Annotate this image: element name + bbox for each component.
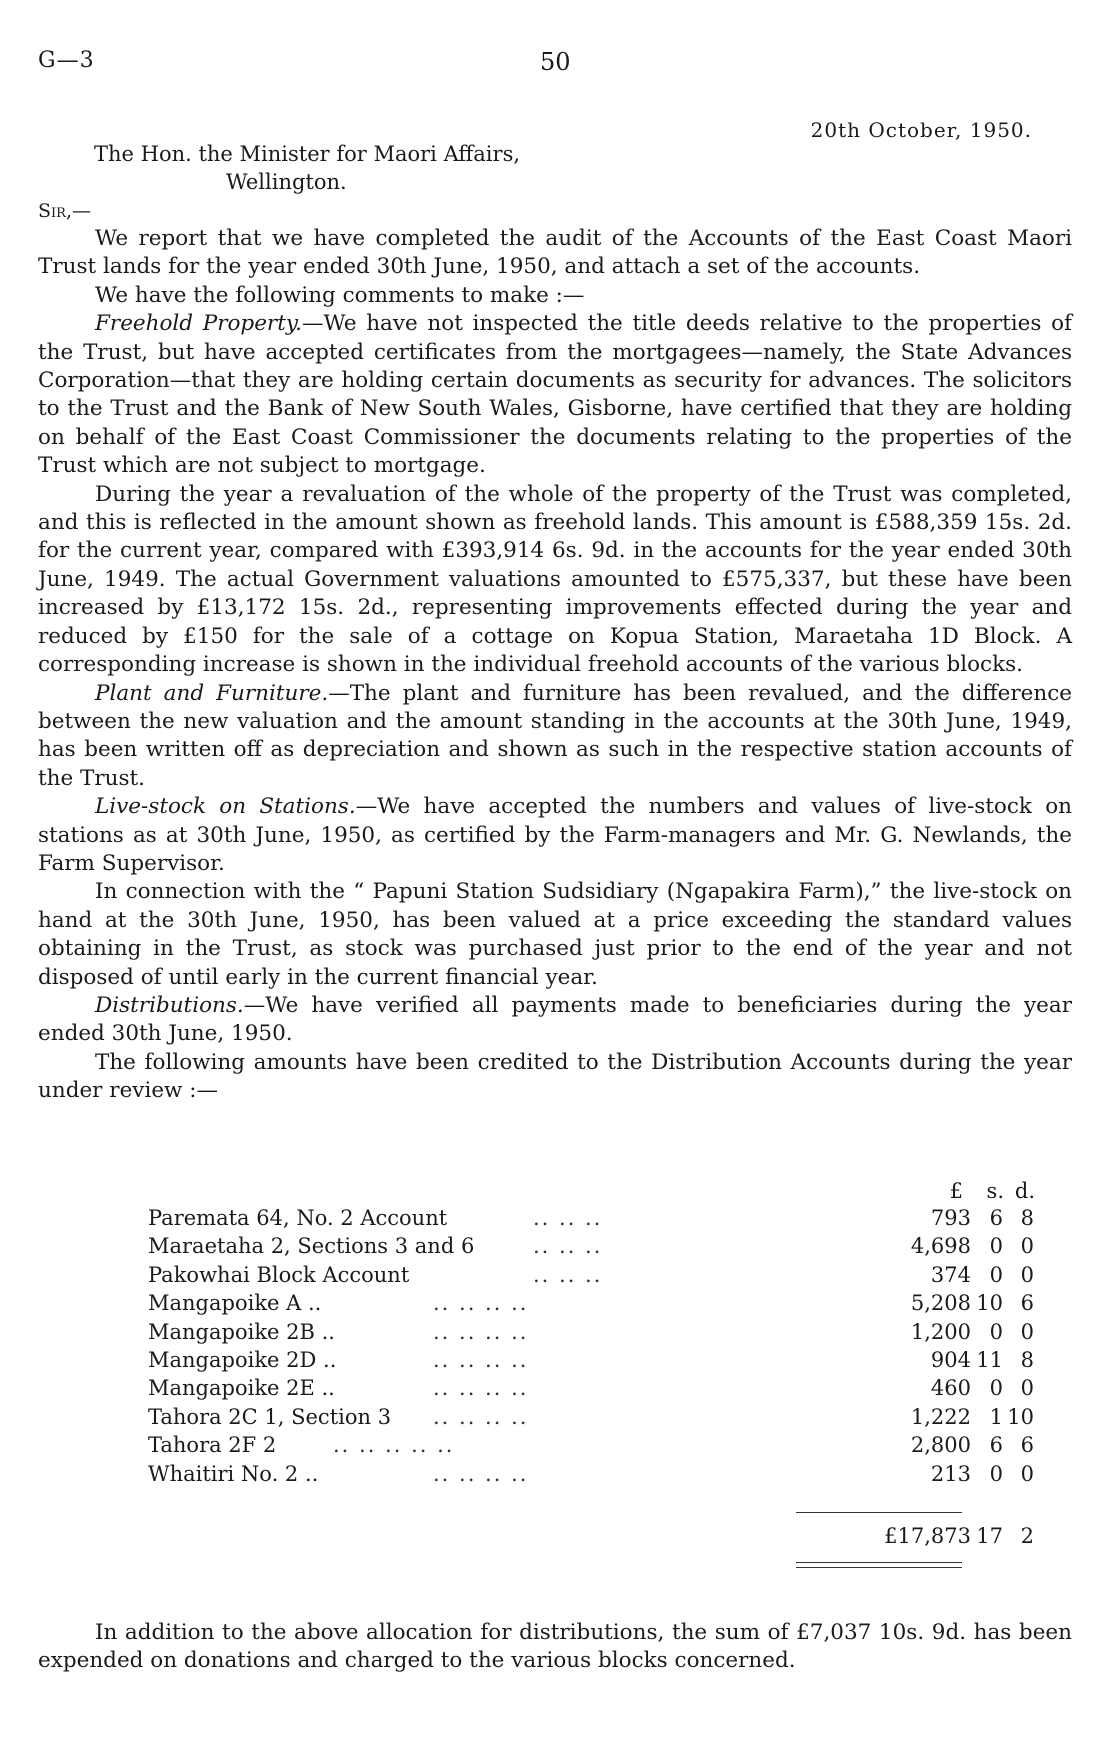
amount-pounds: 904 (930, 1348, 971, 1372)
total-rule-lower (796, 1567, 962, 1568)
text-live-stock: —We have accepted the numbers and values of live-stock on stations as at 30th June, 1950, as certified by the Farm-managers and Mr. G. Newlands, the Farm Supervisor. (38, 794, 1073, 876)
body-text-upper (38, 225, 1072, 1106)
addressee-line-1: The Hon. the Minister for Maori Affairs, (94, 142, 521, 166)
paragraph-live-stock (38, 793, 1072, 878)
amount-shillings: 10 (976, 1291, 1003, 1316)
amount-pence: 6 (1020, 1291, 1034, 1316)
leader-dots: .. .. .. (533, 1206, 603, 1230)
paragraph-donations: In addition to the above allocation for distributions, the sum of £7,037 10s. 9d. has been expended on donations and charged to the various blocks concerned. (38, 1620, 1072, 1674)
table-row (0, 1263, 1114, 1291)
amount-pounds: 1,222 (910, 1404, 971, 1429)
paragraph-audit-report: We report that we have completed the audit of the Accounts of the East Coast Maori Trust lands for the year ended 30th June, 1950, and attach a set of the accounts. (38, 226, 1072, 280)
paragraph-plant-furniture (38, 680, 1072, 794)
account-name: Maraetaha 2, Sections 3 and 6 (148, 1234, 475, 1259)
column-header-pence: d. (1014, 1179, 1035, 1203)
paragraph-freehold-property (38, 310, 1072, 480)
account-name: Mangapoike 2D .. (148, 1348, 337, 1372)
heading-live-stock: Live-stock on Stations. (95, 794, 356, 820)
table-row (0, 1405, 1114, 1433)
addressee-line-2: Wellington. (226, 170, 347, 194)
total-pence: 2 (1020, 1524, 1034, 1548)
paragraph-papuni-station: In connection with the “ Papuni Station Sudsidiary (Ngapakira Farm),” the live-stock on hand at the 30th June, 1950, has been valued at a price exceeding the standard values obtaining in the Trust, as stock was purchased just prior to the end of the year and not disposed of until early in the current financial year. (38, 879, 1072, 990)
amount-pounds: 460 (930, 1376, 971, 1401)
text-distributions: —We have verified all payments made to beneficiaries during the year ended 30th June, 1950. (38, 992, 1072, 1047)
amount-pence: 8 (1020, 1348, 1034, 1372)
amount-shillings: 0 (989, 1461, 1003, 1486)
text-freehold-property: —We have not inspected the title deeds relative to the properties of the Trust, but have accepted certificates from the mortgagees—namely, the State Advances Corporation—that they are holding certain documents as security for advances. The solicitors to the Trust and the Bank of New South Wales, Gisborne, have certified that they are holding on behalf of the East Coast Commissioner the documents relating to the properties of the Trust which are not subject to mortgage. (38, 311, 1073, 479)
paragraph-revaluation: During the year a revaluation of the whole of the property of the Trust was completed, and this is reflected in the amount shown as freehold lands. This amount is £588,359 15s. 2d. for the current year, compared with £393,914 6s. 9d. in the accounts for the year ended 30th June, 1949. The actual Government valuations amounted to £575,337, but these have been increased by £13,172 15s. 2d., representing improvements effected during the year and reduced by £150 for the sale of a cottage on Kopua Station, Maraetaha 1D Block. A corresponding increase is shown in the individual freehold accounts of the various blocks. (38, 481, 1072, 678)
amount-shillings: 0 (989, 1376, 1003, 1401)
page-number: 50 (540, 48, 571, 76)
account-name: Whaitiri No. 2 .. (148, 1461, 319, 1486)
amount-shillings: 1 (989, 1404, 1003, 1429)
page-reference: G—3 (38, 48, 95, 73)
account-name: Pakowhai Block Account (148, 1262, 410, 1287)
leader-dots: .. .. .. .. (433, 1319, 529, 1344)
table-row (0, 1376, 1114, 1404)
account-name: Paremata 64, No. 2 Account (148, 1206, 448, 1230)
amount-pence: 0 (1020, 1376, 1034, 1401)
amount-pence: 10 (1007, 1404, 1034, 1429)
leader-dots: .. .. .. .. (433, 1376, 529, 1401)
total-pounds: £17,873 (884, 1524, 971, 1548)
subtotal-rule (796, 1512, 962, 1513)
leader-dots: .. .. .. (533, 1262, 603, 1287)
account-name: Tahora 2F 2 (148, 1433, 277, 1458)
heading-freehold-property: Freehold Property. (95, 311, 302, 337)
table-row (0, 1206, 1114, 1234)
amount-pence: 0 (1020, 1461, 1034, 1486)
table-row (0, 1348, 1114, 1376)
amount-pence: 0 (1020, 1319, 1034, 1344)
amount-pence: 0 (1020, 1262, 1034, 1287)
text-plant-furniture: —The plant and furniture has been revalued, and the difference between the new valuation and the amount standing in the accounts at the 30th June, 1949, has been written off as depreciation and shown as such in the respective station accounts of the Trust. (38, 680, 1072, 791)
paragraph-distributions (38, 992, 1072, 1049)
account-name: Mangapoike 2B .. (148, 1319, 335, 1344)
total-shillings: 17 (976, 1524, 1003, 1548)
body-text-lower (38, 1619, 1072, 1676)
account-name: Tahora 2C 1, Section 3 (148, 1404, 392, 1429)
account-name: Mangapoike A .. (148, 1291, 322, 1316)
paragraph-distribution-credits: The following amounts have been credited to the Distribution Accounts during the year under review :— (38, 1049, 1072, 1104)
leader-dots: .. .. .. (533, 1234, 603, 1259)
amount-pence: 8 (1020, 1206, 1034, 1230)
leader-dots: .. .. .. .. .. (333, 1433, 455, 1458)
amount-pounds: 5,208 (910, 1291, 971, 1316)
amount-shillings: 6 (989, 1433, 1003, 1458)
leader-dots: .. .. .. .. (433, 1348, 529, 1372)
account-name: Mangapoike 2E .. (148, 1376, 335, 1401)
column-header-pounds: £ (949, 1179, 963, 1203)
leader-dots: .. .. .. .. (433, 1461, 529, 1486)
amount-pounds: 2,800 (910, 1433, 971, 1458)
paragraph-comments-intro: We have the following comments to make :— (95, 282, 585, 308)
amount-shillings: 0 (989, 1262, 1003, 1287)
salutation: Sir,— (38, 200, 91, 222)
total-rule-upper (796, 1562, 962, 1563)
leader-dots: .. .. .. .. (433, 1291, 529, 1316)
amount-pence: 0 (1020, 1234, 1034, 1259)
table-row (0, 1462, 1114, 1490)
heading-plant-furniture: Plant and Furniture. (95, 680, 329, 706)
amount-pence: 6 (1020, 1433, 1034, 1458)
table-row (0, 1234, 1114, 1262)
amount-pounds: 1,200 (910, 1319, 971, 1344)
leader-dots: .. .. .. .. (433, 1404, 529, 1429)
table-row (0, 1433, 1114, 1461)
letter-date: 20th October, 1950. (810, 118, 1032, 142)
amount-pounds: 793 (930, 1206, 971, 1230)
amount-pounds: 213 (930, 1461, 971, 1486)
table-row (0, 1320, 1114, 1348)
amount-shillings: 0 (989, 1319, 1003, 1344)
amount-shillings: 11 (976, 1348, 1003, 1372)
amount-pounds: 4,698 (910, 1234, 971, 1259)
table-row (0, 1291, 1114, 1319)
amount-shillings: 0 (989, 1234, 1003, 1259)
heading-distributions: Distributions. (95, 992, 244, 1018)
column-header-shillings: s. (986, 1179, 1004, 1203)
amount-pounds: 374 (930, 1262, 971, 1287)
amount-shillings: 6 (989, 1206, 1003, 1230)
